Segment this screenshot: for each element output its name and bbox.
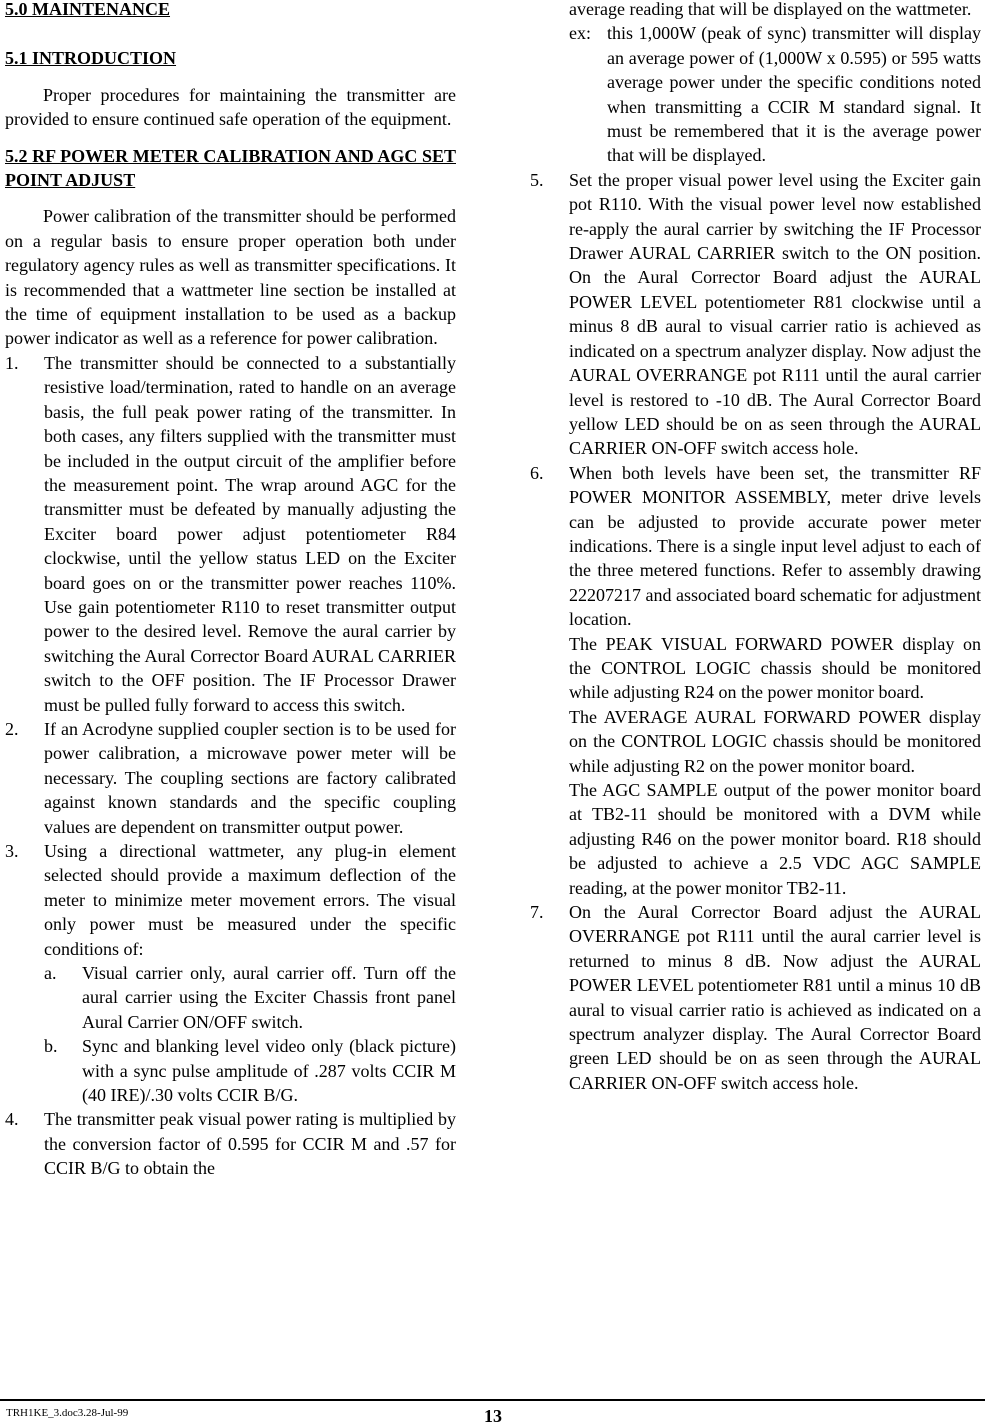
list-item-6: 6. When both levels have been set, the transmitter RF POWER MONITOR ASSEMBLY, meter drive levels can be adjusted to provide accurate power meter indications. There is a single input level adjust to each of the three metered functions. Refer to assembly drawing 22207217 and associated board schematic for adjustment location. The PEAK VISUAL FORWARD POWER display on the CONTROL LOGIC chassis should be monitored while adjusting R24 on the power monitor board. The AVERAGE AURAL FORWARD POWER display on the CONTROL LOGIC chassis should be monitored while adjusting R2 on the power monitor board. The AGC SAMPLE output of the power monitor board at TB2-11 should be monitored with a DVM while adjusting R46 on the power monitor board. R18 should be adjusted to achieve a 2.5 VDC AGC SAMPLE reading, at the power monitor TB2-11. xyxy=(530,461,981,900)
footer-document-id: TRH1KE_3.doc3.28-Jul-99 xyxy=(6,1407,129,1419)
page-number: 13 xyxy=(484,1406,502,1426)
intro-paragraph: Proper procedures for maintaining the transmitter are provided to ensure continued safe operation of the equipment. xyxy=(5,84,456,130)
agc-sample-paragraph: The AGC SAMPLE output of the power monitor board at TB2-11 should be monitored with a DVM while adjusting R46 on the power monitor board. R18 should be adjusted to achieve a 2.5 VDC AGC SAMPLE reading, at the power monitor TB2-11. xyxy=(569,780,981,898)
right-column xyxy=(530,0,981,1095)
sub-item-a: a. Visual carrier only, aural carrier off. Turn off the aural carrier using the Exciter Chassis front panel Aural Carrier ON/OFF switch. xyxy=(44,963,456,1032)
left-column xyxy=(5,0,456,1181)
example-note: ex: this 1,000W (peak of sync) transmitter will display an average power of (1,000W x 0.595) or 595 watts average power under the specific conditions noted when transmitting a CCIR M standard signal. It must be remembered that it is the average power that will be displayed. xyxy=(569,23,981,166)
list-item-5: 5. Set the proper visual power level using the Exciter gain pot R110. With the visual power level now established re-apply the aural carrier by switching the IF Processor Drawer AURAL CARRIER switch to the ON position. On the Aural Corrector Board adjust the AURAL POWER LEVEL potentiometer R81 clockwise until a minus 8 dB aural to visual carrier ratio is achieved as indicated on a spectrum analyzer display. Now adjust the AURAL OVERRANGE pot R111 until the aural carrier level is restored to -10 dB. The Aural Corrector Board yellow LED should be on as seen through the AURAL CARRIER ON-OFF switch access hole. xyxy=(530,169,981,459)
heading-introduction: 5.1 INTRODUCTION xyxy=(5,48,177,69)
list-item-4: 4. The transmitter peak visual power rating is multiplied by the conversion factor of 0.595 for CCIR M and .57 for CCIR B/G to obtain the xyxy=(5,1109,456,1179)
list-item-7: 7. On the Aural Corrector Board adjust the AURAL OVERRANGE pot R111 until the aural carrier level is returned to minus 8 dB. Now adjust the AURAL POWER LEVEL potentiometer R81 until a minus 10 dB aural to visual carrier ratio is achieved as indicated on a spectrum analyzer display. The Aural Corrector Board green LED should be on as seen through the AURAL CARRIER ON-OFF switch access hole. xyxy=(530,902,981,1093)
average-aural-paragraph: The AVERAGE AURAL FORWARD POWER display on the CONTROL LOGIC chassis should be monitored while adjusting R2 on the power monitor board. xyxy=(569,706,981,776)
peak-visual-paragraph: The PEAK VISUAL FORWARD POWER display on the CONTROL LOGIC chassis should be monitored while adjusting R24 on the power monitor board. xyxy=(569,633,981,703)
heading-maintenance: 5.0 MAINTENANCE xyxy=(5,0,171,19)
sub-item-b: b. Sync and blanking level video only (black picture) with a sync pulse amplitude of .287 volts CCIR M (40 IRE)/.30 volts CCIR B/G. xyxy=(44,1036,456,1106)
list-item-4-continued: average reading that will be displayed on the wattmeter. ex: this 1,000W (peak of sync) transmitter will display an average power of (1,000W x 0.595) or 595 watts average power under the specific conditions noted when transmitting a CCIR M standard signal. It must be remembered that it is the average power that will be displayed. xyxy=(530,0,981,168)
list-item-2: 2. If an Acrodyne supplied coupler section is to be used for power calibration, a microwave power meter will be necessary. The coupling sections are factory calibrated against known standards and the specific coupling values are dependent on transmitter output power. xyxy=(5,718,456,837)
calibration-intro-paragraph: Power calibration of the transmitter should be performed on a regular basis to ensure proper operation both under regulatory agency rules as well as transmitter specifications. It is recommended that a wattmeter line section be installed at the time of equipment installation to be used as a backup power indicator as well as a reference for power calibration. xyxy=(5,206,456,349)
heading-rf-power-calibration: 5.2 RF POWER METER CALIBRATION AND AGC SET POINT ADJUST xyxy=(5,145,456,191)
list-item-1: 1. The transmitter should be connected to a substantially resistive load/termination, rated to handle on an average basis, the full peak power rating of the transmitter. In both cases, any filters supplied with the transmitter must be included in the output circuit of the amplifier before the measurement point. The wrap around AGC for the transmitter must be defeated by manually adjusting the Exciter board power adjust potentiometer R84 clockwise, until the yellow status LED on the Exciter board goes on or the transmitter power reaches 110%. Use gain potentiometer R110 to reset transmitter output power to the desired level. Remove the aural carrier by switching the Aural Corrector Board AURAL CARRIER switch to the OFF position. The IF Processor Drawer must be pulled fully forward to access this switch. xyxy=(5,352,456,715)
list-item-3: 3. Using a directional wattmeter, any plug-in element selected should provide a maximum deflection of the meter to minimize meter movement errors. The visual only power must be measured under the specific conditions of: a. Visual carrier only, aural carrier off. Turn off the aural carrier using the Exciter Chassis front panel Aural Carrier ON/OFF switch. b. Sync and blanking level video only (black picture) with a sync pulse amplitude of .287 volts CCIR M (40 IRE)/.30 volts CCIR B/G. xyxy=(5,839,456,1107)
footer-divider xyxy=(0,1399,985,1401)
